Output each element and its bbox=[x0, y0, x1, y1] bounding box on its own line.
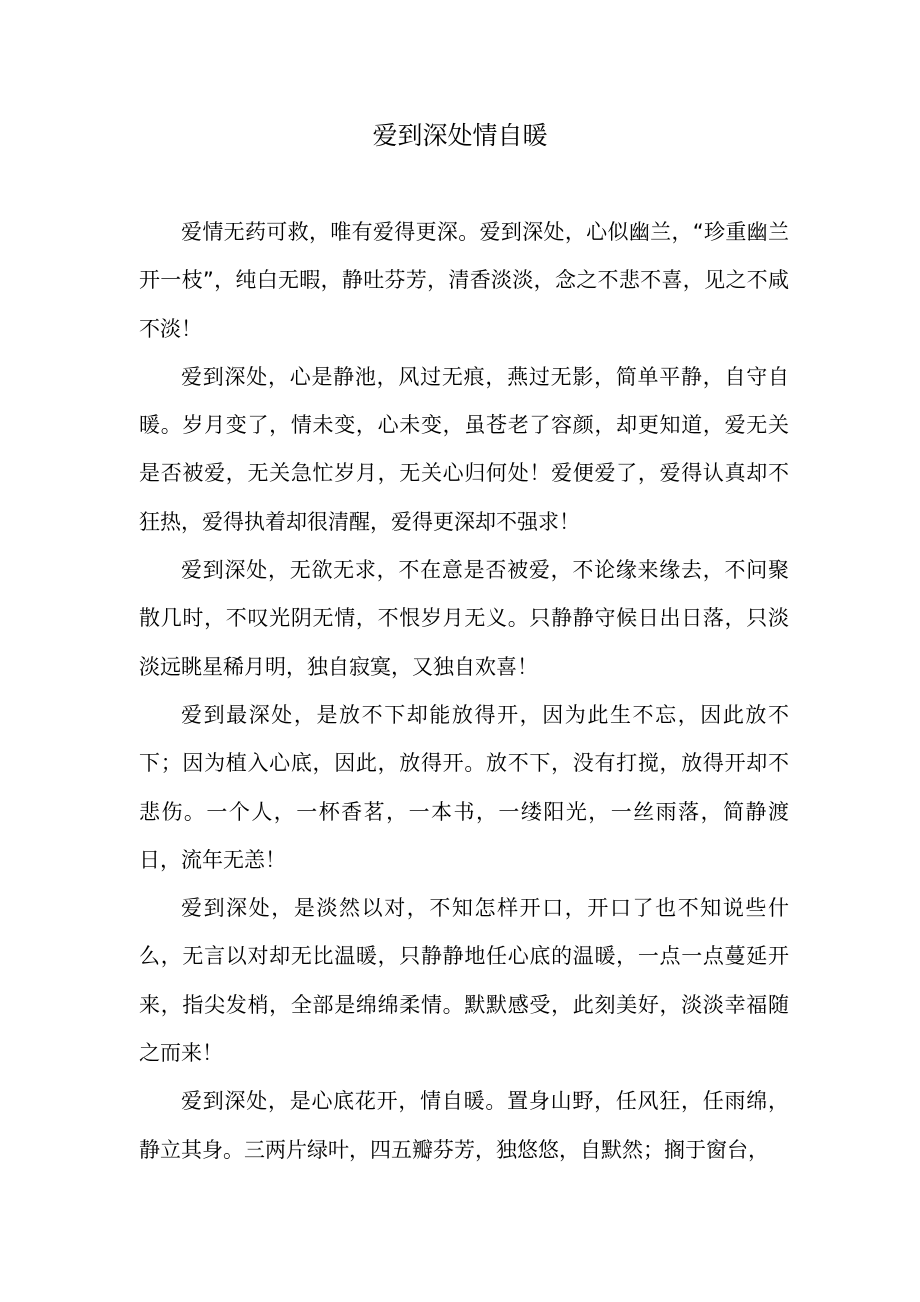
paragraph-4: 爱到最深处，是放不下却能放得开，因为此生不忘，因此放不下；因为植入心底，因此，放得开。放不下，没有打搅，放得开却不悲伤。一个人，一杯香茗，一本书，一缕阳光，一丝雨落，简静渡日，流年无恙！ bbox=[139, 702, 789, 872]
paragraph-1: 爱情无药可救，唯有爱得更深。爱到深处，心似幽兰，“珍重幽兰开一枝”，纯白无暇，静吐芬芳，清香淡淡，念之不悲不喜，见之不咸不淡！ bbox=[139, 220, 789, 341]
document-title: 爱到深处情自暖 bbox=[372, 121, 548, 150]
document-body bbox=[139, 208, 789, 1174]
paragraph-6: 爱到深处，是心底花开，情自暖。置身山野，任风狂，任雨绵，静立其身。三两片绿叶，四五瓣芬芳，独悠悠，自默然；搁于窗台， bbox=[139, 1089, 789, 1162]
paragraph-5: 爱到深处，是淡然以对，不知怎样开口，开口了也不知说些什么，无言以对却无比温暖，只静静地任心底的温暖，一点一点蔓延开来，指尖发梢，全部是绵绵柔情。默默感受，此刻美好，淡淡幸福随之而来！ bbox=[139, 896, 789, 1066]
paragraph-3: 爱到深处，无欲无求，不在意是否被爱，不论缘来缘去，不问聚散几时，不叹光阴无情，不恨岁月无义。只静静守候日出日落，只淡淡远眺星稀月明，独自寂寞，又独自欢喜！ bbox=[139, 558, 789, 679]
paragraph-2: 爱到深处，心是静池，风过无痕，燕过无影，简单平静，自守自暖。岁月变了，情未变，心未变，虽苍老了容颜，却更知道，爱无关是否被爱，无关急忙岁月，无关心归何处！爱便爱了，爱得认真却不狂热，爱得执着却很清醒，爱得更深却不强求！ bbox=[139, 364, 789, 534]
